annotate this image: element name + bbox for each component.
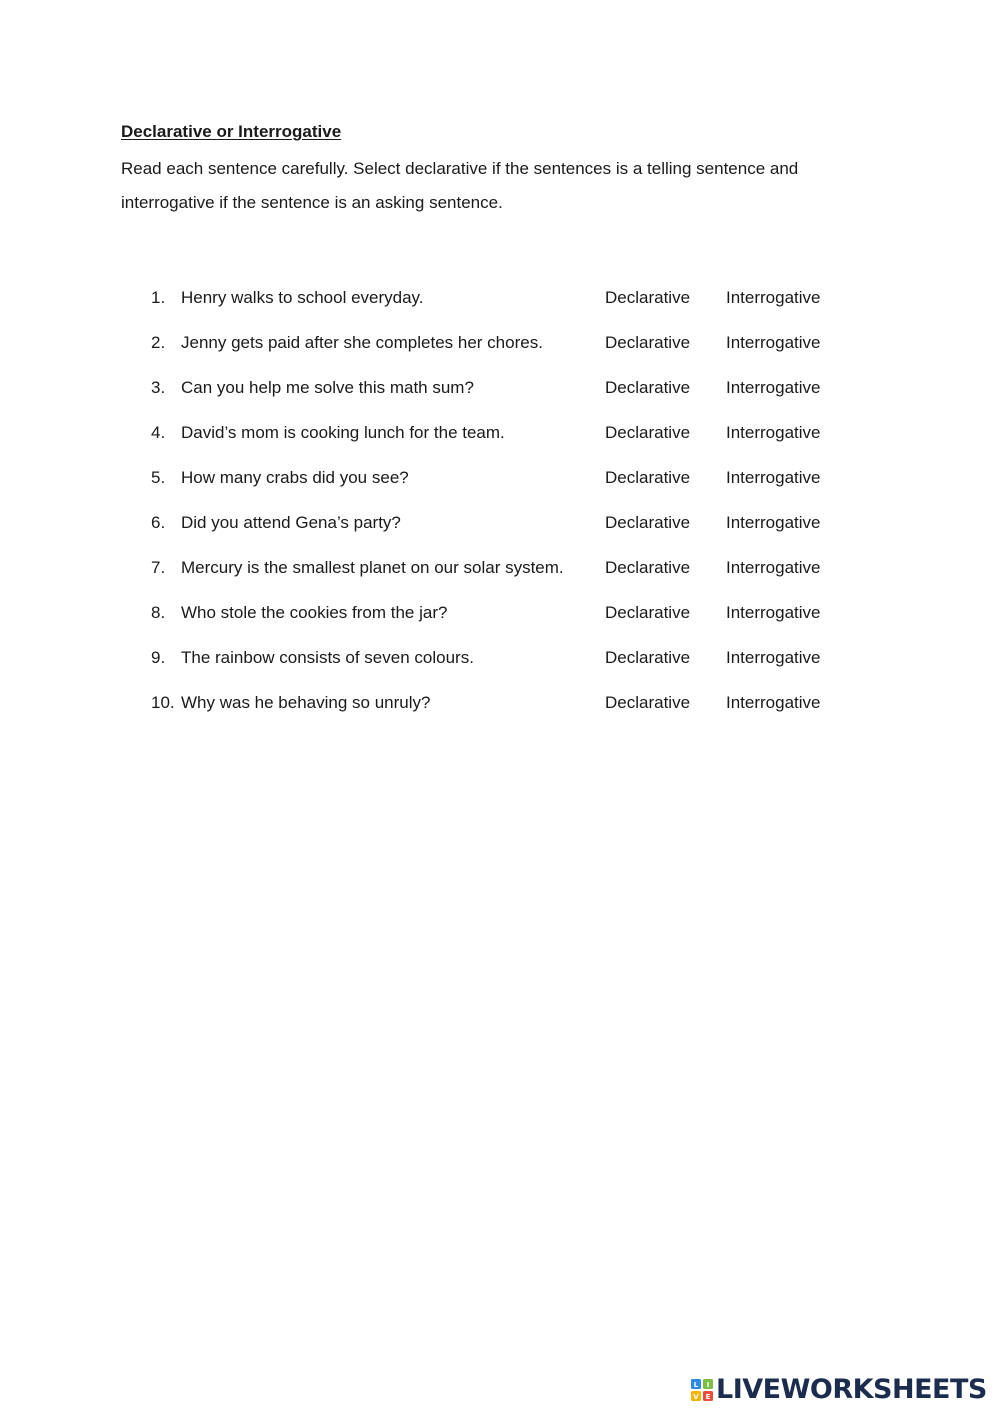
question-row xyxy=(151,282,851,327)
interrogative-option[interactable]: Interrogative xyxy=(726,333,821,352)
question-row xyxy=(151,372,851,417)
question-row xyxy=(151,462,851,507)
question-text: Why was he behaving so unruly? xyxy=(181,693,431,712)
interrogative-option[interactable]: Interrogative xyxy=(726,558,821,577)
question-text: Can you help me solve this math sum? xyxy=(181,378,474,397)
question-row xyxy=(151,687,851,732)
question-number: 4. xyxy=(151,423,166,442)
question-number: 10. xyxy=(151,693,175,712)
svg-text:V: V xyxy=(693,1393,699,1401)
interrogative-option[interactable]: Interrogative xyxy=(726,468,821,487)
question-number: 3. xyxy=(151,378,166,397)
svg-text:I: I xyxy=(706,1381,710,1389)
declarative-option[interactable]: Declarative xyxy=(605,648,691,667)
svg-text:L: L xyxy=(693,1381,699,1389)
question-text: Jenny gets paid after she completes her chores. xyxy=(181,333,543,352)
question-number: 1. xyxy=(151,288,166,307)
question-number: 2. xyxy=(151,333,166,352)
declarative-option[interactable]: Declarative xyxy=(605,558,691,577)
worksheet-title: Declarative or Interrogative xyxy=(121,122,342,141)
interrogative-option[interactable]: Interrogative xyxy=(726,378,821,397)
interrogative-option[interactable]: Interrogative xyxy=(726,513,821,532)
question-text: How many crabs did you see? xyxy=(181,468,409,487)
question-text: David’s mom is cooking lunch for the team. xyxy=(181,423,505,442)
liveworksheets-logo-icon xyxy=(691,1379,713,1401)
declarative-option[interactable]: Declarative xyxy=(605,693,691,712)
question-row xyxy=(151,552,851,597)
interrogative-option[interactable]: Interrogative xyxy=(726,648,821,667)
question-row xyxy=(151,597,851,642)
worksheet-instructions: Read each sentence carefully. Select declarative if the sentences is a telling sentence and interrogative if the sentence is an asking sentence. xyxy=(121,159,799,212)
question-number: 6. xyxy=(151,513,166,532)
question-row xyxy=(151,507,851,552)
question-number: 5. xyxy=(151,468,166,487)
question-text: The rainbow consists of seven colours. xyxy=(181,648,474,667)
declarative-option[interactable]: Declarative xyxy=(605,288,691,307)
brand-name: LIVEWORKSHEETS xyxy=(716,1374,987,1405)
liveworksheets-brand xyxy=(691,1374,987,1406)
declarative-option[interactable]: Declarative xyxy=(605,603,691,622)
question-number: 7. xyxy=(151,558,166,577)
question-row xyxy=(151,642,851,687)
interrogative-option[interactable]: Interrogative xyxy=(726,693,821,712)
interrogative-option[interactable]: Interrogative xyxy=(726,288,821,307)
question-text: Did you attend Gena’s party? xyxy=(181,513,401,532)
question-list xyxy=(151,282,851,732)
declarative-option[interactable]: Declarative xyxy=(605,468,691,487)
declarative-option[interactable]: Declarative xyxy=(605,333,691,352)
declarative-option[interactable]: Declarative xyxy=(605,513,691,532)
declarative-option[interactable]: Declarative xyxy=(605,423,691,442)
question-text: Mercury is the smallest planet on our solar system. xyxy=(181,558,564,577)
question-text: Henry walks to school everyday. xyxy=(181,288,424,307)
svg-text:E: E xyxy=(705,1393,711,1401)
question-text: Who stole the cookies from the jar? xyxy=(181,603,448,622)
question-number: 8. xyxy=(151,603,166,622)
question-number: 9. xyxy=(151,648,166,667)
question-row xyxy=(151,327,851,372)
interrogative-option[interactable]: Interrogative xyxy=(726,603,821,622)
interrogative-option[interactable]: Interrogative xyxy=(726,423,821,442)
declarative-option[interactable]: Declarative xyxy=(605,378,691,397)
question-row xyxy=(151,417,851,462)
